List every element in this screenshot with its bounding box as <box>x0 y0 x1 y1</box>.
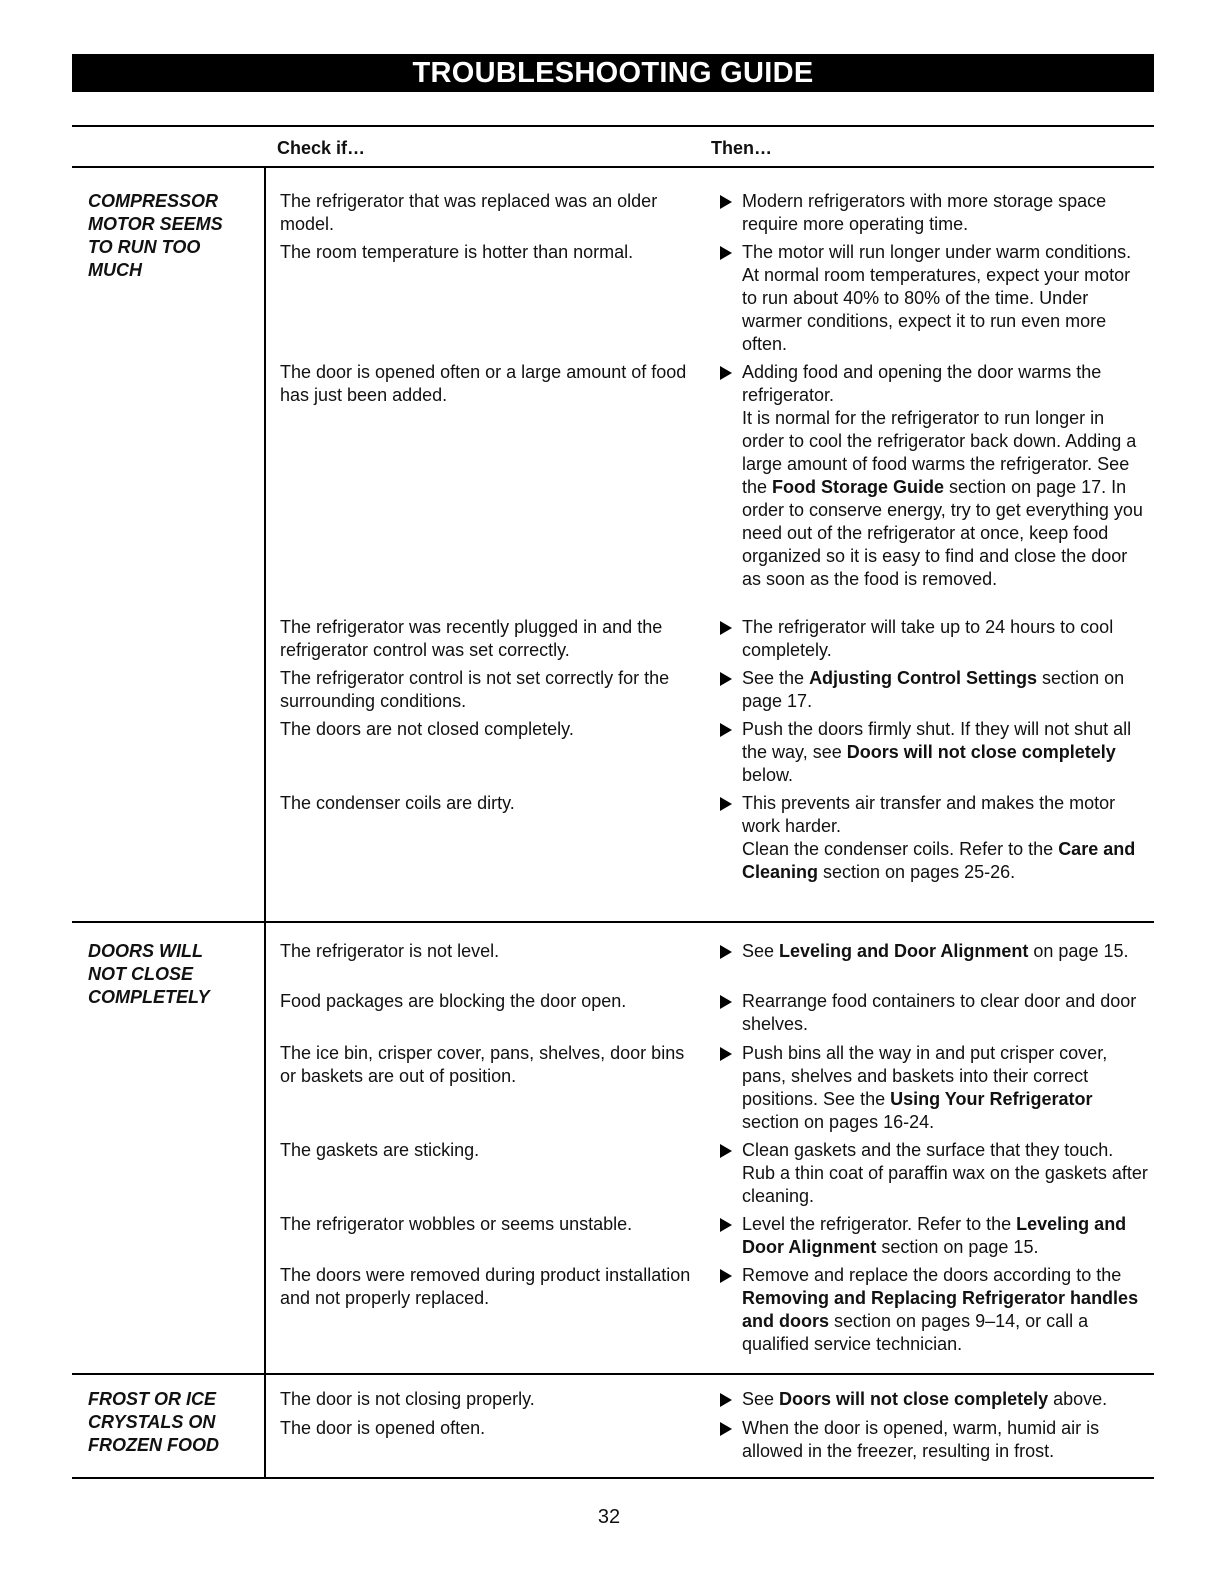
then-remedy <box>720 1139 1150 1208</box>
remedy-paragraph: Push bins all the way in and put crisper cover, pans, shelves and baskets into their correct positions. See the Using Your Refrigerator section on pages 16-24. <box>742 1043 1108 1132</box>
section-label-line: FROZEN FOOD <box>88 1435 219 1455</box>
arrow-bullet-icon <box>720 1218 732 1232</box>
then-remedy <box>720 718 1150 787</box>
remedy-text <box>742 616 1150 662</box>
then-remedy <box>720 792 1150 884</box>
check-condition: The refrigerator was recently plugged in and the refrigerator control was set correctly. <box>280 617 663 660</box>
section-label-doors <box>88 940 258 1009</box>
section-label-compressor <box>88 190 258 282</box>
check-condition: The room temperature is hotter than normal. <box>280 242 634 262</box>
section-label-line: MUCH <box>88 260 142 280</box>
arrow-bullet-icon <box>720 1393 732 1407</box>
remedy-paragraph: When the door is opened, warm, humid air is allowed in the freezer, resulting in frost. <box>742 1418 1100 1461</box>
remedy-paragraph: Remove and replace the doors according to the Removing and Replacing Refrigerator handles and doors section on pages 9–14, or call a qualified service technician. <box>742 1265 1139 1354</box>
check-condition: The refrigerator control is not set correctly for the surrounding conditions. <box>280 668 670 711</box>
section-label-line: NOT CLOSE <box>88 964 194 984</box>
then-remedy <box>720 667 1150 713</box>
remedy-text <box>742 190 1150 236</box>
check-condition: Food packages are blocking the door open. <box>280 991 627 1011</box>
remedy-text <box>742 1042 1150 1134</box>
then-remedy <box>720 1042 1150 1134</box>
column-divider <box>264 167 266 1478</box>
check-condition: The door is opened often. <box>280 1418 486 1438</box>
remedy-paragraph: Clean the condenser coils. Refer to the Care and Cleaning section on pages 25-26. <box>742 839 1136 882</box>
remedy-text <box>742 1417 1150 1463</box>
section-reference: Care and Cleaning <box>742 839 1136 882</box>
check-condition: The door is opened often or a large amount of food has just been added. <box>280 362 687 405</box>
check-condition: The doors were removed during product installation and not properly replaced. <box>280 1265 691 1308</box>
remedy-paragraph: The motor will run longer under warm conditions. At normal room temperatures, expect your motor to run about 40% to 80% of the time. Under warmer conditions, expect it to run even more often. <box>742 242 1132 354</box>
arrow-bullet-icon <box>720 797 732 811</box>
remedy-paragraph: Adding food and opening the door warms the refrigerator. <box>742 362 1102 405</box>
remedy-paragraph: See Doors will not close completely above. <box>742 1389 1108 1409</box>
arrow-bullet-icon <box>720 621 732 635</box>
section-label-line: DOORS WILL <box>88 941 203 961</box>
remedy-text <box>742 1139 1150 1208</box>
arrow-bullet-icon <box>720 1422 732 1436</box>
arrow-bullet-icon <box>720 1047 732 1061</box>
remedy-paragraph: Rearrange food containers to clear door and door shelves. <box>742 991 1137 1034</box>
remedy-text <box>742 990 1150 1036</box>
then-remedy <box>720 361 1150 591</box>
arrow-bullet-icon <box>720 723 732 737</box>
section-reference: Using Your Refrigerator <box>890 1089 1093 1109</box>
page-number: 32 <box>597 1506 621 1528</box>
check-condition: The refrigerator wobbles or seems unstable. <box>280 1214 633 1234</box>
column-header-then: Then… <box>711 138 772 158</box>
then-remedy <box>720 1213 1150 1259</box>
then-remedy <box>720 940 1150 963</box>
remedy-text <box>742 1264 1150 1356</box>
remedy-paragraph: The refrigerator will take up to 24 hours to cool completely. <box>742 617 1114 660</box>
column-header-check: Check if… <box>277 138 366 158</box>
remedy-text <box>742 1213 1150 1259</box>
check-condition: The gaskets are sticking. <box>280 1140 480 1160</box>
arrow-bullet-icon <box>720 1269 732 1283</box>
arrow-bullet-icon <box>720 195 732 209</box>
section-reference: Leveling and Door Alignment <box>742 1214 1127 1257</box>
check-condition: The condenser coils are dirty. <box>280 793 515 813</box>
table-top-rule <box>72 125 1154 127</box>
arrow-bullet-icon <box>720 945 732 959</box>
remedy-paragraph: This prevents air transfer and makes the motor work harder. <box>742 793 1116 836</box>
remedy-text <box>742 667 1150 713</box>
remedy-paragraph: Modern refrigerators with more storage space require more operating time. <box>742 191 1107 234</box>
arrow-bullet-icon <box>720 672 732 686</box>
then-remedy <box>720 990 1150 1036</box>
remedy-paragraph: See the Adjusting Control Settings section on page 17. <box>742 668 1125 711</box>
section-label-line: FROST OR ICE <box>88 1389 217 1409</box>
arrow-bullet-icon <box>720 1144 732 1158</box>
arrow-bullet-icon <box>720 366 732 380</box>
check-condition: The ice bin, crisper cover, pans, shelves, door bins or baskets are out of position. <box>280 1043 685 1086</box>
page-title: TROUBLESHOOTING GUIDE <box>72 54 1154 92</box>
section-label-line: MOTOR SEEMS <box>88 214 223 234</box>
section-reference: Adjusting Control Settings <box>809 668 1038 688</box>
section-reference: Removing and Replacing Refrigerator handles and doors <box>742 1288 1139 1331</box>
check-condition: The refrigerator is not level. <box>280 941 500 961</box>
then-remedy <box>720 616 1150 662</box>
arrow-bullet-icon <box>720 995 732 1009</box>
header-bottom-rule <box>72 166 1154 168</box>
remedy-paragraph: See Leveling and Door Alignment on page 15. <box>742 941 1129 961</box>
section-reference: Food Storage Guide <box>772 477 945 497</box>
check-condition: The refrigerator that was replaced was an older model. <box>280 191 658 234</box>
check-condition: The door is not closing properly. <box>280 1389 535 1409</box>
remedy-text <box>742 241 1150 356</box>
section-reference: Doors will not close completely <box>846 742 1116 762</box>
remedy-paragraph: Push the doors firmly shut. If they will not shut all the way, see Doors will not close completely below. <box>742 719 1132 785</box>
remedy-text <box>742 940 1150 963</box>
remedy-text <box>742 361 1150 591</box>
section-divider <box>72 1373 1154 1375</box>
section-divider <box>72 921 1154 923</box>
section-reference: Doors will not close completely <box>779 1389 1049 1409</box>
then-remedy <box>720 241 1150 356</box>
table-bottom-rule <box>72 1477 1154 1479</box>
remedy-paragraph: It is normal for the refrigerator to run longer in order to cool the refrigerator back down. Adding a large amount of food warms the refrigerator. See the Food Storage Guide section on page 17. In order to conserve energy, try to get everything you need out of the refrigerator at once, keep food organized so it is easy to find and close the door as soon as the food is removed. <box>742 408 1143 589</box>
section-label-frost <box>88 1388 258 1457</box>
remedy-paragraph: Level the refrigerator. Refer to the Leveling and Door Alignment section on page 15. <box>742 1214 1127 1257</box>
section-label-line: COMPRESSOR <box>88 191 219 211</box>
then-remedy <box>720 1388 1150 1411</box>
then-remedy <box>720 190 1150 236</box>
remedy-paragraph: Clean gaskets and the surface that they touch. Rub a thin coat of paraffin wax on the gaskets after cleaning. <box>742 1140 1148 1206</box>
section-reference: Leveling and Door Alignment <box>779 941 1029 961</box>
remedy-text <box>742 1388 1150 1411</box>
check-condition: The doors are not closed completely. <box>280 719 574 739</box>
then-remedy <box>720 1264 1150 1356</box>
remedy-text <box>742 718 1150 787</box>
section-label-line: COMPLETELY <box>88 987 210 1007</box>
section-label-line: TO RUN TOO <box>88 237 201 257</box>
remedy-text <box>742 792 1150 884</box>
then-remedy <box>720 1417 1150 1463</box>
section-label-line: CRYSTALS ON <box>88 1412 216 1432</box>
arrow-bullet-icon <box>720 246 732 260</box>
